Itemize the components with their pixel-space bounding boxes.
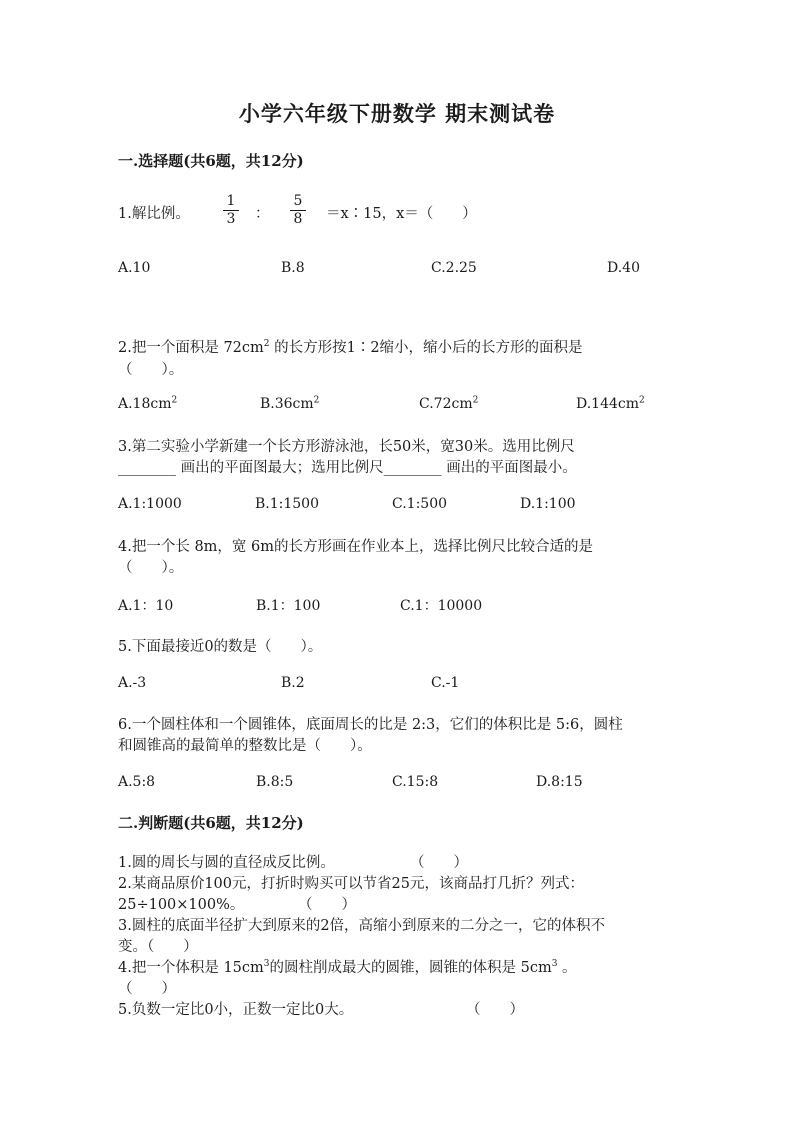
section-heading-judge: 二.判断题(共6题，共12分): [118, 814, 304, 832]
q6-line2: 和圆锥高的最简单的整数比是（ ）。: [118, 738, 372, 754]
section-heading-choice: 一.选择题(共6题，共12分): [118, 152, 304, 170]
q2-option-c: $C.72cm^2$: [419, 395, 479, 412]
q1-prefix: 1.解比例。: [118, 206, 190, 222]
judge-item-3-line1: 3.圆柱的底面半径扩大到原来的2倍，高缩小到原来的二分之一，它的体积不: [118, 918, 606, 934]
q5-line1: 5.下面最接近0的数是（ ）。: [118, 639, 323, 655]
q1-frac1-numerator: 1: [226, 193, 236, 209]
q2-option-a: $A.18cm^2$: [118, 395, 178, 412]
q1-option-c: C.2.25: [431, 260, 477, 276]
judge-item-3-line2: 变。（ ）: [118, 939, 198, 955]
q3-line2: ________ 画出的平面图最大；选用比例尺________ 画出的平面图最小。: [118, 460, 577, 476]
q3-option-c: C.1:500: [392, 496, 448, 512]
q3-option-b: B.1:1500: [255, 496, 319, 512]
judge-item-2-paren: （ ）: [298, 897, 356, 913]
q6-option-d: D.8:15: [536, 774, 583, 790]
q1-fraction-2: [289, 193, 307, 228]
judge-item-2-line1: 2.某商品原价100元，打折时购买可以节省25元，该商品打几折？列式：: [118, 876, 584, 892]
q5-option-a: A.-3: [118, 675, 147, 691]
q2-option-d: $D.144cm^2$: [576, 395, 645, 412]
q3-option-a: A.1:1000: [118, 496, 182, 512]
q6-option-c: C.15:8: [392, 774, 439, 790]
q5-option-c: C.-1: [431, 675, 460, 691]
q5-option-b: B.2: [281, 675, 305, 691]
q1-option-a: A.10: [118, 260, 151, 276]
q2-line1: [118, 336, 583, 357]
q1-frac1-denominator: 3: [226, 211, 236, 227]
judge-item-5: 5.负数一定比0小，正数一定比0大。: [118, 1002, 354, 1018]
q4-option-b: B.1：100: [256, 598, 321, 614]
q4-option-c: C.1：10000: [400, 598, 483, 614]
judge-item-2-line2: 25÷100×100%。: [118, 897, 245, 913]
judge-item-4-line1: 4.把一个体积是 $15cm^3$的圆柱削成最大的圆锥，圆锥的体积是 $5cm^3$ 。: [118, 959, 577, 976]
judge-item-5-paren: （ ）: [466, 1002, 524, 1018]
judge-item-4-line2: （ ）: [118, 981, 176, 997]
q2-line1-sup: 2: [263, 339, 270, 350]
q4-line2: （ ）。: [118, 560, 184, 576]
q1-suffix: ＝x∶15，x＝（ ）: [326, 206, 477, 222]
q1-fraction-1: [222, 193, 240, 228]
q2-line2: （ ）。: [118, 362, 184, 378]
judge-item-1: 1.圆的周长与圆的直径成反比例。: [118, 855, 335, 871]
q2-option-b: $B.36cm^2$: [260, 395, 320, 412]
q2-line1-b: 的长方形按1∶2缩小，缩小后的长方形的面积是: [269, 340, 583, 356]
q6-option-a: A.5:8: [118, 774, 156, 790]
q4-line1: 4.把一个长 8m，宽 6m的长方形画在作业本上，选择比例尺比较合适的是: [118, 539, 593, 555]
judge-item-1-paren: （ ）: [410, 855, 468, 871]
q6-option-b: B.8:5: [256, 774, 294, 790]
q1-frac2-numerator: 5: [293, 193, 303, 209]
q1-frac2-denominator: 8: [293, 211, 303, 227]
q2-line1-a: 2.把一个面积是 72cm: [118, 340, 264, 356]
q4-option-a: A.1：10: [118, 598, 174, 614]
q3-option-d: D.1:100: [520, 496, 576, 512]
q6-line1: 6.一个圆柱体和一个圆锥体，底面周长的比是 2:3，它们的体积比是 5:6，圆柱: [118, 717, 623, 733]
q1-option-d: D.40: [607, 260, 640, 276]
page-title: 小学六年级下册数学 期末测试卷: [238, 101, 556, 126]
q1-colon: ：: [255, 206, 270, 222]
q3-line1: 3.第二实验小学新建一个长方形游泳池，长50米，宽30米。选用比例尺: [118, 439, 575, 455]
q1-option-b: B.8: [281, 260, 305, 276]
